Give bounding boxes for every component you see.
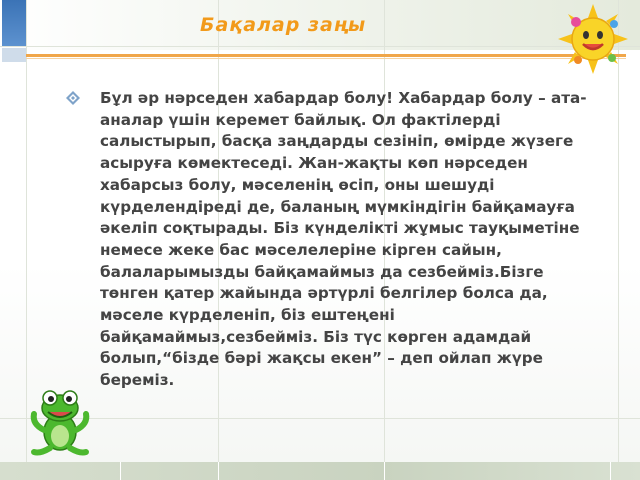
footer-divider	[384, 462, 385, 480]
accent-bar	[2, 48, 26, 62]
footer-divider	[120, 462, 121, 480]
title-divider	[26, 54, 626, 57]
grid-line	[26, 0, 27, 480]
grid-line	[0, 418, 640, 419]
cartoon-sun-icon	[556, 2, 630, 76]
footer-bar	[0, 462, 640, 480]
slide-content	[72, 88, 602, 392]
footer-divider	[610, 462, 611, 480]
body-paragraph: Бұл әр нәрседен хабардар болу! Хабардар болу – ата-аналар үшін керемет байлық. Ол фактілерді салыстырып, басқа заңдарды сезініп, өмірде жүзеге асыруға көмектеседі. Жан-жақты көп нәрседен хабарсыз болу, мәселенің өсіп, оны шешуді күрделендіреді де, баланың мүмкіндігін байқамауға әкеліп соқтырады. Біз күнделікті жұмыс тауқыметіне немесе жеке бас мәселелеріне кірген сайын, балаларымызды байқамаймыз да сезбейміз.Бізге төнген қатер жайында әртүрлі белгілер болса да, мәселе күрделеніп, біз ештеңені байқамаймыз,сезбейміз. Біз түс көрген адамдай болып,“бізде бәрі жақсы екен” – деп ойлап жүре береміз.	[100, 89, 587, 390]
footer-divider	[218, 462, 219, 480]
accent-bar	[2, 0, 26, 46]
cartoon-frog-icon	[28, 388, 92, 458]
grid-line	[0, 46, 640, 47]
slide-title: Бақалар заңы	[200, 14, 367, 36]
title-divider-thin	[26, 58, 626, 59]
